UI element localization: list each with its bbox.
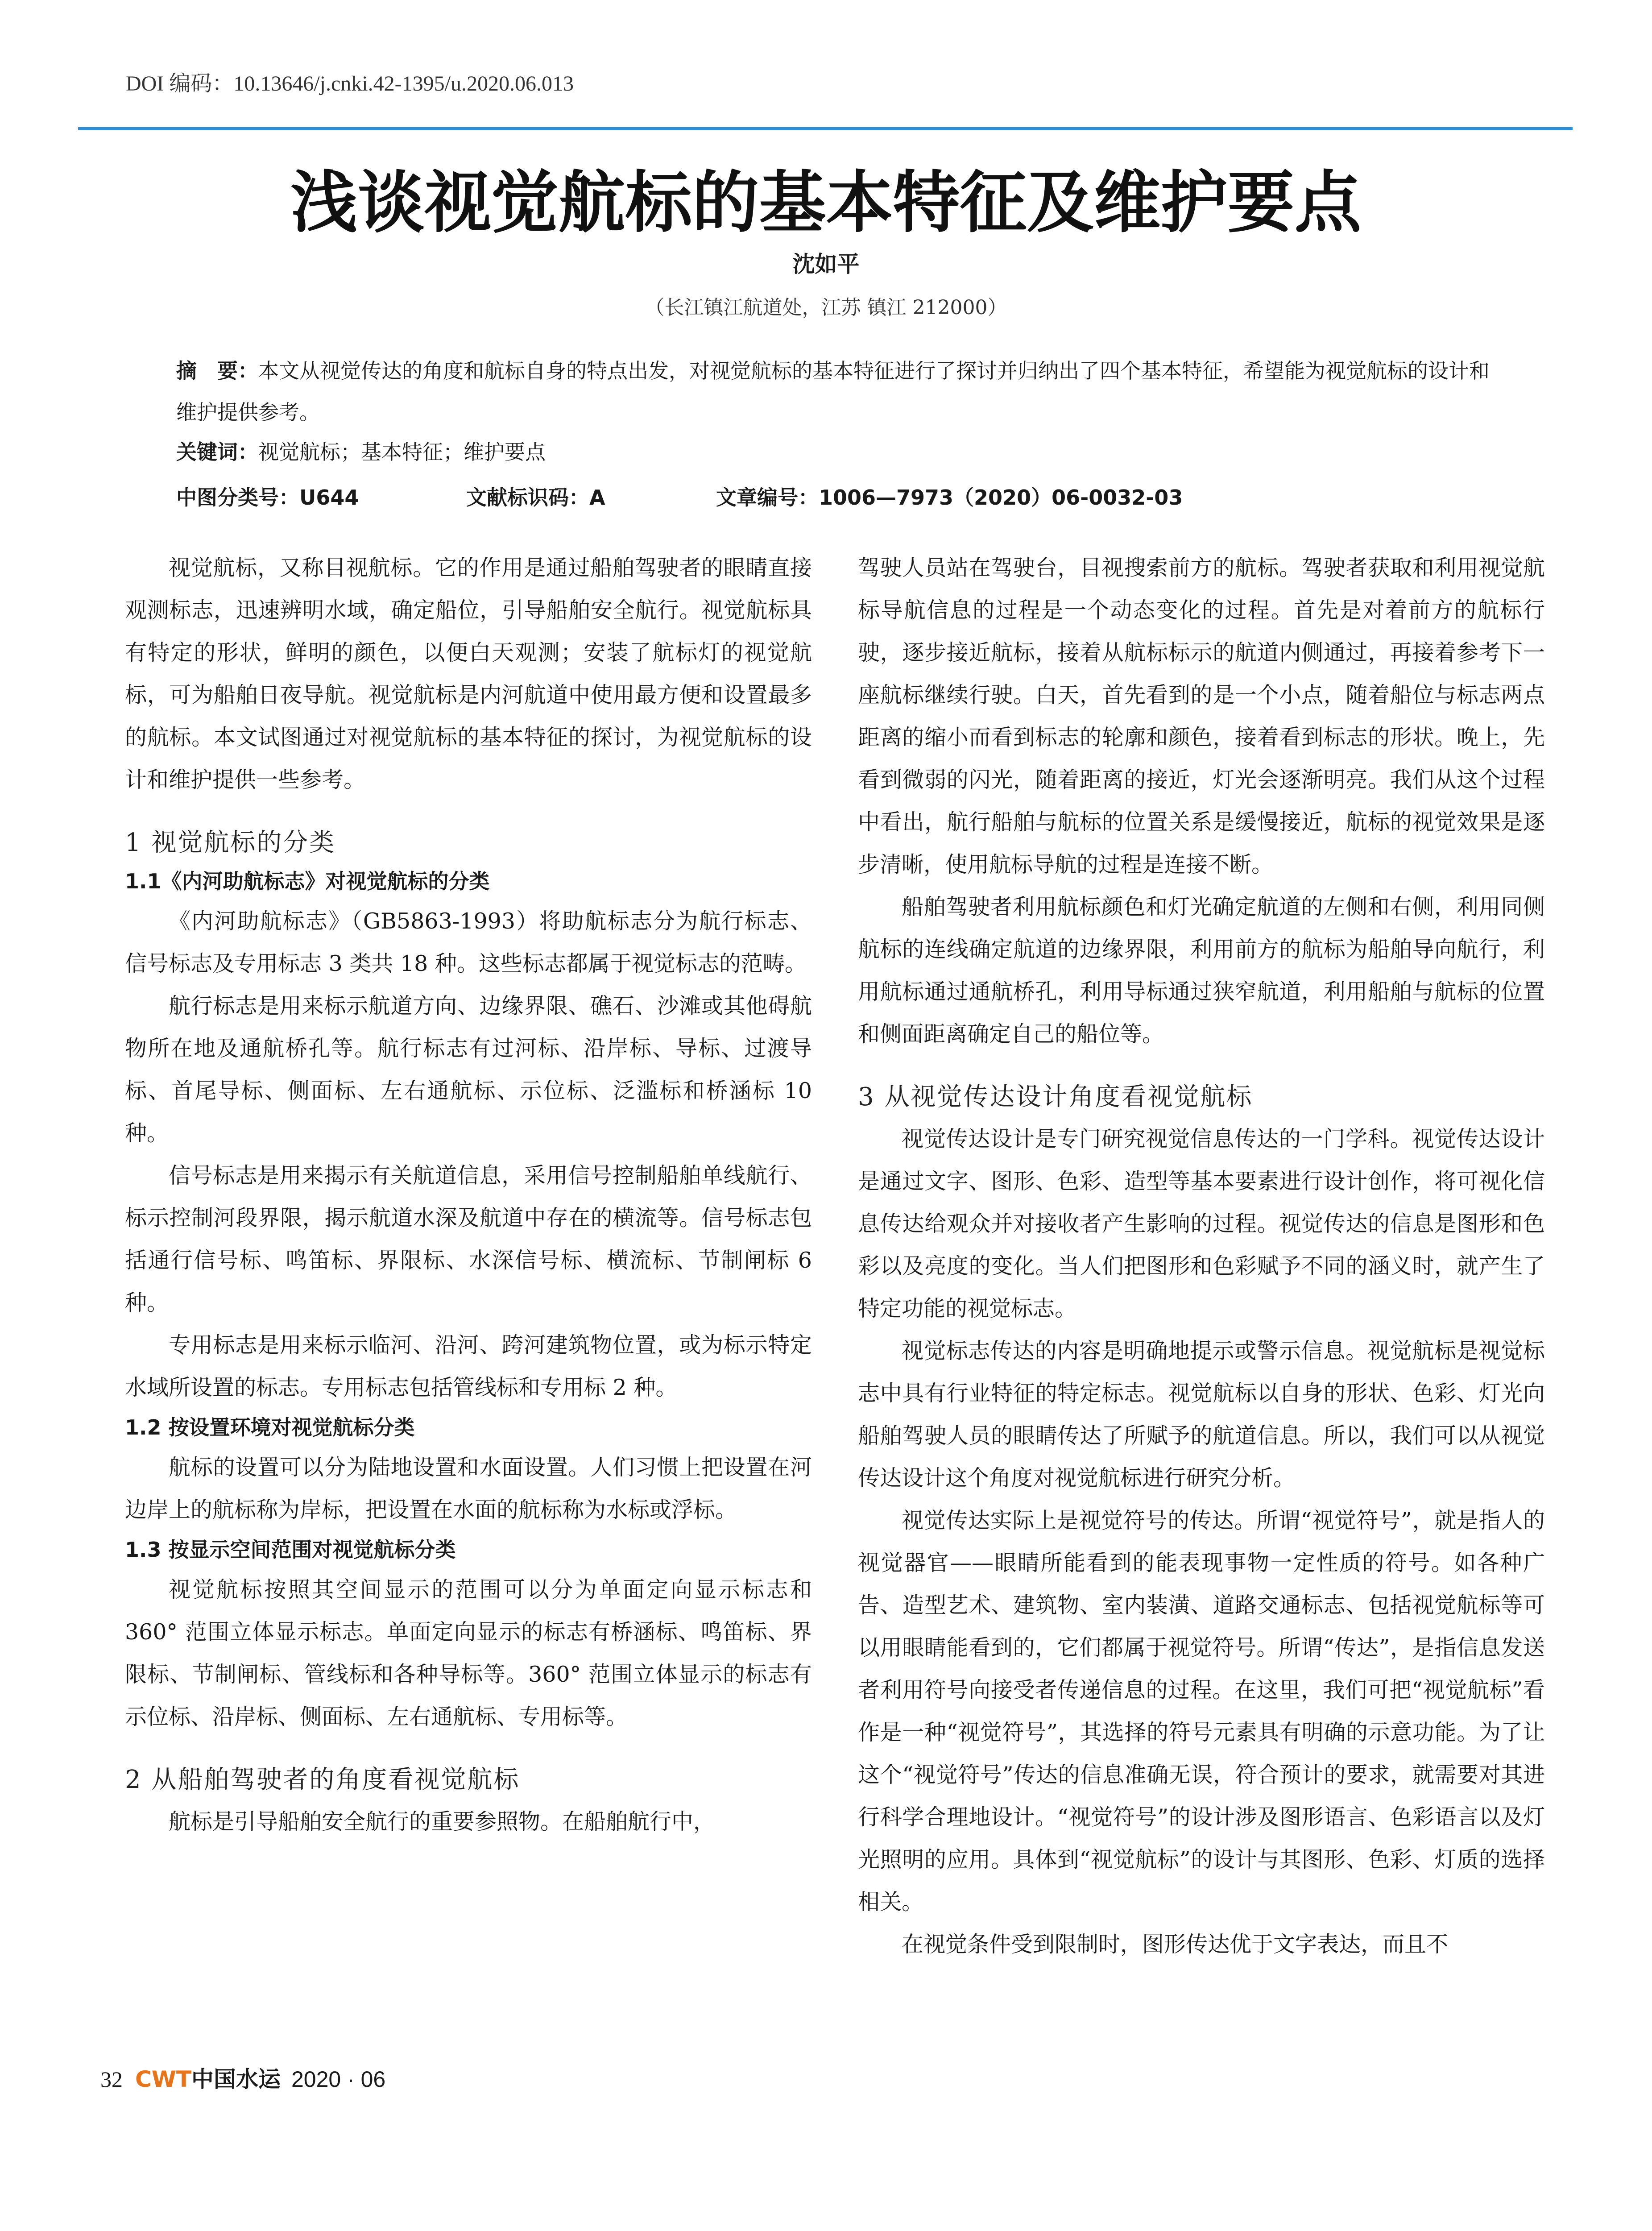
clc-number: 中图分类号：U644: [176, 485, 359, 510]
paragraph: 航标的设置可以分为陆地设置和水面设置。人们习惯上把设置在河边岸上的航标称为岸标，把设置在水面的航标称为水标或浮标。: [125, 1455, 812, 1522]
issue-label: 2020 · 06: [291, 2067, 386, 2092]
journal-name: 中国水运: [191, 2066, 281, 2092]
right-column: [858, 547, 1545, 1966]
article-title: 浅谈视觉航标的基本特征及维护要点: [290, 164, 1362, 242]
paragraph: 视觉传达实际上是视觉符号的传达。所谓“视觉符号”，就是指人的视觉器官——眼睛所能看到的能表现事物一定性质的符号。如各种广告、造型艺术、建筑物、室内装潢、道路交通标志、包括视觉航标等可以用眼睛能看到的，它们都属于视觉符号。所谓“传达”，是指信息发送者利用符号向接受者传递信息的过程。在这里，我们可把“视觉航标”看作是一种“视觉符号”，其选择的符号元素具有明确的示意功能。为了让这个“视觉符号”传达的信息准确无误，符合预计的要求，就需要对其进行科学合理地设计。“视觉符号”的设计涉及图形语言、色彩语言以及灯光照明的应用。具体到“视觉航标”的设计与其图形、色彩、灯质的选择相关。: [858, 1508, 1545, 1915]
article-number: 文章编号：1006—7973（2020）06-0032-03: [716, 485, 1183, 510]
abstract: [176, 350, 1506, 433]
section-3-heading: 3 从视觉传达设计角度看视觉航标: [858, 1082, 1253, 1111]
keywords-text: 视觉航标；基本特征；维护要点: [258, 440, 546, 464]
section-1-3-heading: 1.3 按显示空间范围对视觉航标分类: [125, 1538, 456, 1562]
article-meta: [176, 482, 1470, 513]
paragraph: 信号标志是用来揭示有关航道信息，采用信号控制船舶单线航行、标示控制河段界限，揭示航道水深及航道中存在的横流等。信号标志包括通行信号标、鸣笛标、界限标、水深信号标、横流标、节制闸标 6 种。: [125, 1163, 812, 1315]
page-footer: [100, 2064, 385, 2095]
paragraph-continued: 驾驶人员站在驾驶台，目视搜索前方的航标。驾驶者获取和利用视觉航标导航信息的过程是一个动态变化的过程。首先是对着前方的航标行驶，逐步接近航标，接着从航标标示的航道内侧通过，再接着参考下一座航标继续行驶。白天，首先看到的是一个小点，随着船位与标志两点距离的缩小而看到标志的轮廓和颜色，接着看到标志的形状。晚上，先看到微弱的闪光，随着距离的接近，灯光会逐渐明亮。我们从这个过程中看出，航行船舶与航标的位置关系是缓慢接近，航标的视觉效果是逐步清晰，使用航标导航的过程是连接不断。: [858, 555, 1545, 877]
section-2-heading: 2 从船舶驾驶者的角度看视觉航标: [125, 1765, 520, 1794]
intro-paragraph: 视觉航标，又称目视航标。它的作用是通过船舶驾驶者的眼睛直接观测标志，迅速辨明水域，确定船位，引导船舶安全航行。视觉航标具有特定的形状，鲜明的颜色，以便白天观测；安装了航标灯的视觉航标，可为船舶日夜导航。视觉航标是内河航道中使用最方便和设置最多的航标。本文试图通过对视觉航标的基本特征的探讨，为视觉航标的设计和维护提供一些参考。: [125, 555, 812, 792]
paragraph: 《内河助航标志》（GB5863-1993）将助航标志分为航行标志、信号标志及专用标志 3 类共 18 种。这些标志都属于视觉标志的范畴。: [125, 908, 812, 976]
author: 沈如平: [792, 251, 860, 277]
paragraph: 视觉标志传达的内容是明确地提示或警示信息。视觉航标是视觉标志中具有行业特征的特定标志。视觉航标以自身的形状、色彩、灯光向船舶驾驶人员的眼睛传达了所赋予的航道信息。所以，我们可以从视觉传达设计这个角度对视觉航标进行研究分析。: [858, 1338, 1545, 1491]
section-1-2-heading: 1.2 按设置环境对视觉航标分类: [125, 1415, 415, 1439]
paragraph: 在视觉条件受到限制时，图形传达优于文字表达，而且不: [902, 1932, 1449, 1957]
paragraph: 视觉航标按照其空间显示的范围可以分为单面定向显示标志和 360° 范围立体显示标志。单面定向显示的标志有桥涵标、鸣笛标、界限标、节制闸标、管线标和各种导标等。360° 范围立体显示的标志有示位标、沿岸标、侧面标、左右通航标、专用标等。: [125, 1577, 812, 1729]
doi-line: DOI 编码：10.13646/j.cnki.42-1395/u.2020.06.013: [126, 72, 574, 95]
paragraph: 航行标志是用来标示航道方向、边缘界限、礁石、沙滩或其他碍航物所在地及通航桥孔等。航行标志有过河标、沿岸标、导标、过渡导标、首尾导标、侧面标、左右通航标、示位标、泛滥标和桥涵标 10 种。: [125, 993, 812, 1146]
journal-brand: CWT: [135, 2066, 191, 2092]
affiliation: （长江镇江航道处，江苏 镇江 212000）: [645, 296, 1007, 319]
paragraph: 视觉传达设计是专门研究视觉信息传达的一门学科。视觉传达设计是通过文字、图形、色彩、造型等基本要素进行设计创作，将可视化信息传达给观众并对接收者产生影响的过程。视觉传达的信息是图形和色彩以及亮度的变化。当人们把图形和色彩赋予不同的涵义时，就产生了特定功能的视觉标志。: [858, 1126, 1545, 1321]
left-column: [125, 547, 812, 1843]
header-rule: [78, 127, 1573, 130]
document-code: 文献标识码：A: [466, 485, 605, 510]
section-1-heading: 1 视觉航标的分类: [125, 828, 336, 857]
section-1-1-heading: 1.1《内河助航标志》对视觉航标的分类: [125, 869, 490, 893]
abstract-text: 本文从视觉传达的角度和航标自身的特点出发，对视觉航标的基本特征进行了探讨并归纳出了四个基本特征，希望能为视觉航标的设计和维护提供参考。: [176, 359, 1490, 424]
page-number: 32: [100, 2067, 123, 2092]
keywords: [176, 436, 546, 468]
keywords-label: 关键词：: [176, 440, 258, 464]
paragraph: 专用标志是用来标示临河、沿河、跨河建筑物位置，或为标示特定水域所设置的标志。专用标志包括管线标和专用标 2 种。: [125, 1332, 812, 1400]
paragraph: 船舶驾驶者利用航标颜色和灯光确定航道的左侧和右侧，利用同侧航标的连线确定航道的边缘界限，利用前方的航标为船舶导向航行，利用航标通过通航桥孔，利用导标通过狭窄航道，利用船舶与航标的位置和侧面距离确定自己的船位等。: [858, 894, 1545, 1047]
abstract-label: 摘 要：: [176, 359, 258, 383]
paragraph: 航标是引导船舶安全航行的重要参照物。在船舶航行中，: [169, 1809, 716, 1834]
